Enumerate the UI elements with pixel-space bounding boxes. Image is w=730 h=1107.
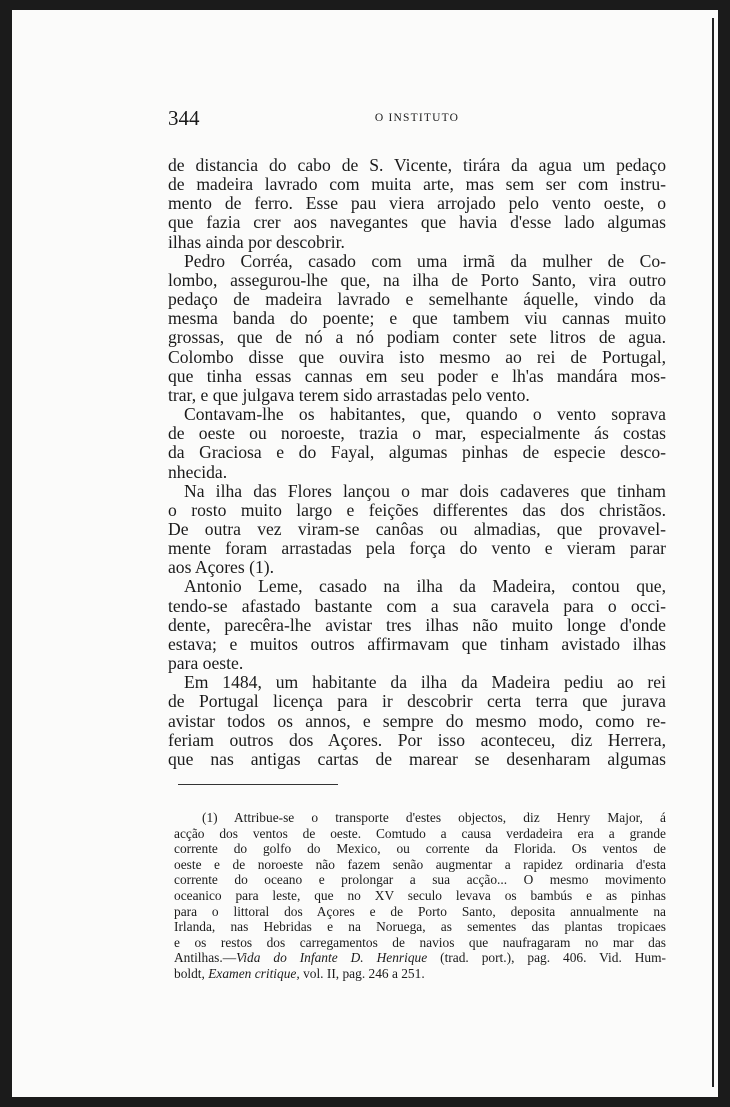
footnote-line: e os restos dos carregamentos de navios que naufragaram no mar das bbox=[174, 934, 666, 950]
footnote-line: oceanico para leste, que no XV seculo levava os bambús e as pinhas bbox=[174, 887, 666, 903]
text-line: mente foram arrastadas pela força do vento e vieram parar bbox=[168, 538, 666, 559]
footnote-vida-ref: (trad. port.), pag. 406. Vid. Hum- bbox=[427, 950, 666, 966]
text-line: grossas, que de nó a nó podiam conter sete litros de agua. bbox=[168, 327, 666, 348]
text-line: Pedro Corréa, casado com uma irmã da mulher de Co- bbox=[184, 250, 666, 271]
footnote-line: para o littoral dos Açores e de Porto Santo, deposita annualmente na bbox=[174, 903, 666, 919]
text-line: estava; e muitos outros affirmavam que tinham avistado ilhas bbox=[168, 633, 666, 654]
footnote-line: (1) Attribue-se o transporte d'estes objectos, diz Henry Major, á bbox=[202, 810, 666, 825]
text-line: Em 1484, um habitante da ilha da Madeira pediu ao rei bbox=[184, 672, 666, 693]
text-line: mento de ferro. Esse pau viera arrojado pelo vento oeste, o bbox=[168, 193, 666, 214]
footnote-separator bbox=[178, 784, 338, 785]
text-line: aos Açores (1). bbox=[168, 557, 275, 578]
text-line: o rosto muito largo e feições differentes das dos christãos. bbox=[168, 499, 666, 520]
text-line: de madeira lavrado com muita arte, mas sem ser com instru- bbox=[168, 174, 666, 195]
text-line: de oeste ou noroeste, trazia o mar, especialmente ás costas bbox=[168, 423, 666, 444]
footnote-line: corrente do golfo do Mexico, ou corrente da Florida. Os ventos de bbox=[174, 841, 666, 857]
text-line: trar, e que julgava terem sido arrastadas pelo vento. bbox=[168, 384, 530, 405]
book-title-vida: Vida do Infante D. Henrique bbox=[236, 950, 428, 966]
text-line: de distancia do cabo de S. Vicente, tirára da agua um pedaço bbox=[168, 155, 666, 175]
footnote-citation-line bbox=[174, 966, 666, 982]
text-line: dente, parecêra-lhe avistar tres ilhas não muito longe d'onde bbox=[168, 614, 666, 635]
text-line: da Graciosa e do Fayal, algumas pinhas de especie desco- bbox=[168, 442, 666, 463]
footnote-humboldt: boldt, bbox=[174, 965, 209, 981]
book-page bbox=[12, 10, 718, 1097]
text-line: nhecida. bbox=[168, 461, 228, 482]
footnotes bbox=[174, 810, 666, 982]
text-line: Colombo disse que ouvira isto mesmo ao rei de Portugal, bbox=[168, 346, 666, 367]
footnote-line: oeste e de noroeste não fazem senão augmentar a rapidez ordinaria d'esta bbox=[174, 856, 666, 872]
text-line: Na ilha das Flores lançou o mar dois cadaveres que tinham bbox=[184, 480, 666, 501]
footnote-antilhas: Antilhas.— bbox=[174, 950, 237, 966]
text-line: que tinha essas cannas em seu poder e lh'as mandára mos- bbox=[168, 365, 666, 386]
page-number: 344 bbox=[168, 106, 200, 130]
text-line: tendo-se afastado bastante com a sua caravela para o occi- bbox=[168, 595, 666, 616]
running-title: O INSTITUTO bbox=[374, 112, 460, 124]
main-text bbox=[168, 156, 666, 769]
page-header bbox=[168, 106, 666, 132]
footnote-line: corrente do oceano e prolongar a sua acção... O mesmo movimento bbox=[174, 872, 666, 888]
text-line: Contavam-lhe os habitantes, que, quando o vento soprava bbox=[184, 404, 666, 425]
text-line: Antonio Leme, casado na ilha da Madeira, contou que, bbox=[184, 576, 666, 597]
footnote-examen-ref: vol. II, pag. 246 a 251. bbox=[299, 965, 425, 981]
text-line: feriam outros dos Açores. Por isso aconteceu, diz Herrera, bbox=[168, 729, 666, 750]
book-title-examen: Examen critique, bbox=[208, 965, 300, 981]
text-line: que fazia crer aos navegantes que havia d'esse lado algumas bbox=[168, 212, 666, 233]
footnote-citation-line bbox=[174, 950, 666, 966]
text-line: De outra vez viram-se canôas ou almadias, que provavel- bbox=[168, 518, 666, 539]
footnote-line: acção dos ventos de oeste. Comtudo a causa verdadeira era a grande bbox=[174, 825, 666, 841]
text-line: mesma banda do poente; e que tambem viu cannas muito bbox=[168, 308, 666, 329]
text-line: de Portugal licença para ir descobrir certa terra que jurava bbox=[168, 691, 666, 712]
text-line: lombo, assegurou-lhe que, na ilha de Porto Santo, vira outro bbox=[168, 269, 666, 290]
text-line: avistar todos os annos, e sempre do mesmo modo, como re- bbox=[168, 710, 666, 731]
page-edge-rule bbox=[712, 18, 714, 1087]
text-line: que nas antigas cartas de marear se desenharam algumas bbox=[168, 748, 666, 769]
footnote-line: Irlanda, nas Hebridas e na Noruega, as sementes das plantas tropicaes bbox=[174, 919, 666, 935]
text-line: para oeste. bbox=[168, 653, 244, 674]
text-line: ilhas ainda por descobrir. bbox=[168, 231, 345, 252]
text-line: pedaço de madeira lavrado e semelhante áquelle, vindo da bbox=[168, 289, 666, 310]
